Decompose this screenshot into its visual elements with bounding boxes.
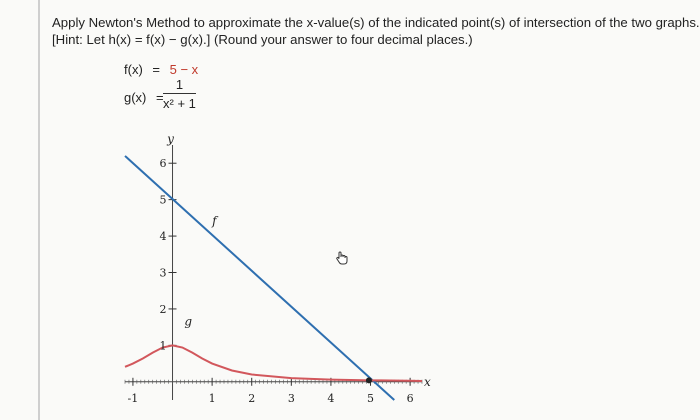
y-tick-label: 1	[159, 339, 167, 353]
series-g-label: g	[184, 314, 193, 329]
x-tick-label: -1	[127, 391, 139, 405]
labels	[128, 132, 431, 405]
problem-statement	[52, 14, 700, 48]
f-expression: 5 − x	[169, 62, 199, 77]
x-tick-label: 6	[406, 391, 414, 405]
f-equals: =	[152, 62, 160, 77]
problem-line-2: [Hint: Let h(x) = f(x) − g(x).] (Round your answer to four decimal places.)	[52, 32, 473, 47]
series-f-label: f	[212, 214, 217, 229]
problem-line-1: Apply Newton's Method to approximate the x-value(s) of the indicated point(s) of intersection of the two graphs.	[52, 15, 700, 30]
x-axis-label: x	[424, 374, 431, 389]
hand-pointer-icon	[334, 250, 350, 266]
y-axis-label: y	[167, 132, 174, 146]
x-tick-label: 2	[248, 391, 256, 405]
x-tick-label: 4	[327, 391, 335, 405]
graph	[110, 130, 440, 415]
g-numerator: 1	[163, 77, 196, 94]
f-definition	[124, 62, 198, 77]
y-tick-label: 6	[159, 157, 167, 171]
y-tick-label: 4	[159, 230, 167, 244]
x-tick-label: 1	[208, 391, 216, 405]
y-tick-label: 2	[159, 302, 167, 316]
y-tick-label: 3	[159, 266, 167, 280]
x-tick-label: 3	[287, 391, 295, 405]
g-equals: =	[156, 90, 164, 105]
g-fraction	[163, 77, 196, 111]
x-tick-label: 5	[367, 391, 375, 405]
intersection-point	[366, 377, 372, 383]
y-tick-label: 5	[159, 193, 167, 207]
left-border	[38, 0, 40, 420]
series-g-line	[125, 345, 422, 381]
f-label: f(x)	[124, 62, 143, 77]
g-denominator: x² + 1	[163, 96, 196, 111]
g-label: g(x)	[124, 90, 147, 105]
series-group	[125, 156, 422, 400]
